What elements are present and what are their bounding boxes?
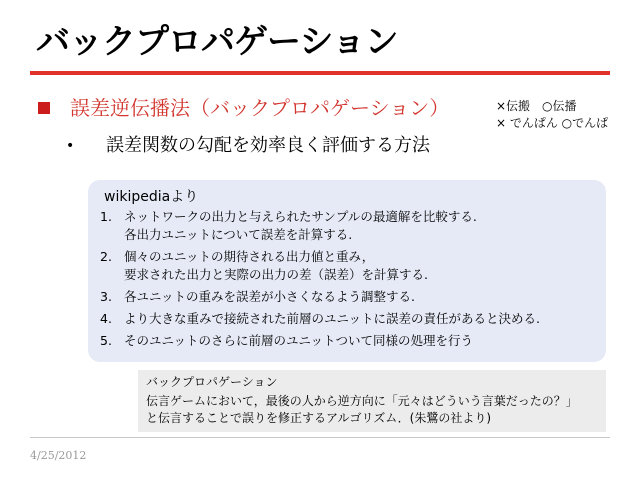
dot-bullet-icon: • — [66, 138, 75, 154]
quote-line-1: 伝言ゲームにおいて，最後の人から逆方向に「元々はどういう言葉だったの？」 — [146, 394, 578, 408]
sub-bullet — [66, 134, 430, 158]
list-item-line: より大きな重みで接続された前層のユニットに誤差の責任があると決める. — [124, 311, 540, 326]
list-item — [100, 310, 540, 328]
list-item-text — [124, 332, 473, 350]
sub-bullet-text: 誤差関数の勾配を効率良く評価する方法 — [106, 135, 430, 156]
list-item-number: 3. — [100, 289, 112, 304]
heading-bullet — [38, 96, 449, 120]
list-item — [100, 248, 540, 284]
heading-text: 誤差逆伝播法（バックプロパゲーション） — [70, 96, 450, 120]
quote-title: バックプロパゲーション — [146, 375, 278, 389]
list-item-line: 各出力ユニットについて誤差を計算する. — [124, 227, 353, 242]
square-bullet-icon — [38, 102, 50, 114]
list-item-line: 各ユニットの重みを誤差が小さくなるよう調整する. — [124, 289, 415, 304]
list-item-text — [124, 288, 415, 306]
list-item — [100, 288, 540, 306]
wikipedia-box — [88, 180, 606, 362]
list-item-number: 4. — [100, 311, 112, 326]
list-item-text — [124, 310, 540, 328]
title-underline — [30, 71, 610, 75]
list-item-line: 要求された出力と実際の出力の差（誤差）を計算する. — [124, 267, 428, 282]
list-item-line: そのユニットのさらに前層のユニットついて同様の処理を行う — [124, 333, 474, 348]
list-item-number: 2. — [100, 249, 112, 264]
list-item-line: 個々のユニットの期待される出力値と重み， — [124, 249, 375, 264]
footer-date: 4/25/2012 — [30, 449, 87, 462]
quote-box — [138, 370, 606, 432]
list-item-text — [124, 248, 428, 284]
list-item — [100, 208, 540, 244]
quote-line-2: と伝言することで誤りを修正するアルゴリズム．(朱鷺の社より) — [146, 411, 492, 425]
wikipedia-steps-list — [100, 208, 540, 354]
list-item — [100, 332, 540, 350]
note-line-2: × でんぱん ○でんぱ — [496, 116, 609, 130]
note-line-1: ×伝搬 ○伝播 — [496, 99, 577, 113]
footer-divider — [30, 437, 610, 438]
slide-title: バックプロパゲーション — [36, 22, 398, 62]
list-item-number: 1. — [100, 209, 112, 224]
list-item-line: ネットワークの出力と与えられたサンプルの最適解を比較する. — [124, 209, 477, 224]
terminology-note — [496, 98, 608, 132]
list-item-number: 5. — [100, 333, 112, 348]
list-item-text — [124, 208, 477, 244]
wikipedia-box-title: wikipediaより — [104, 189, 199, 205]
